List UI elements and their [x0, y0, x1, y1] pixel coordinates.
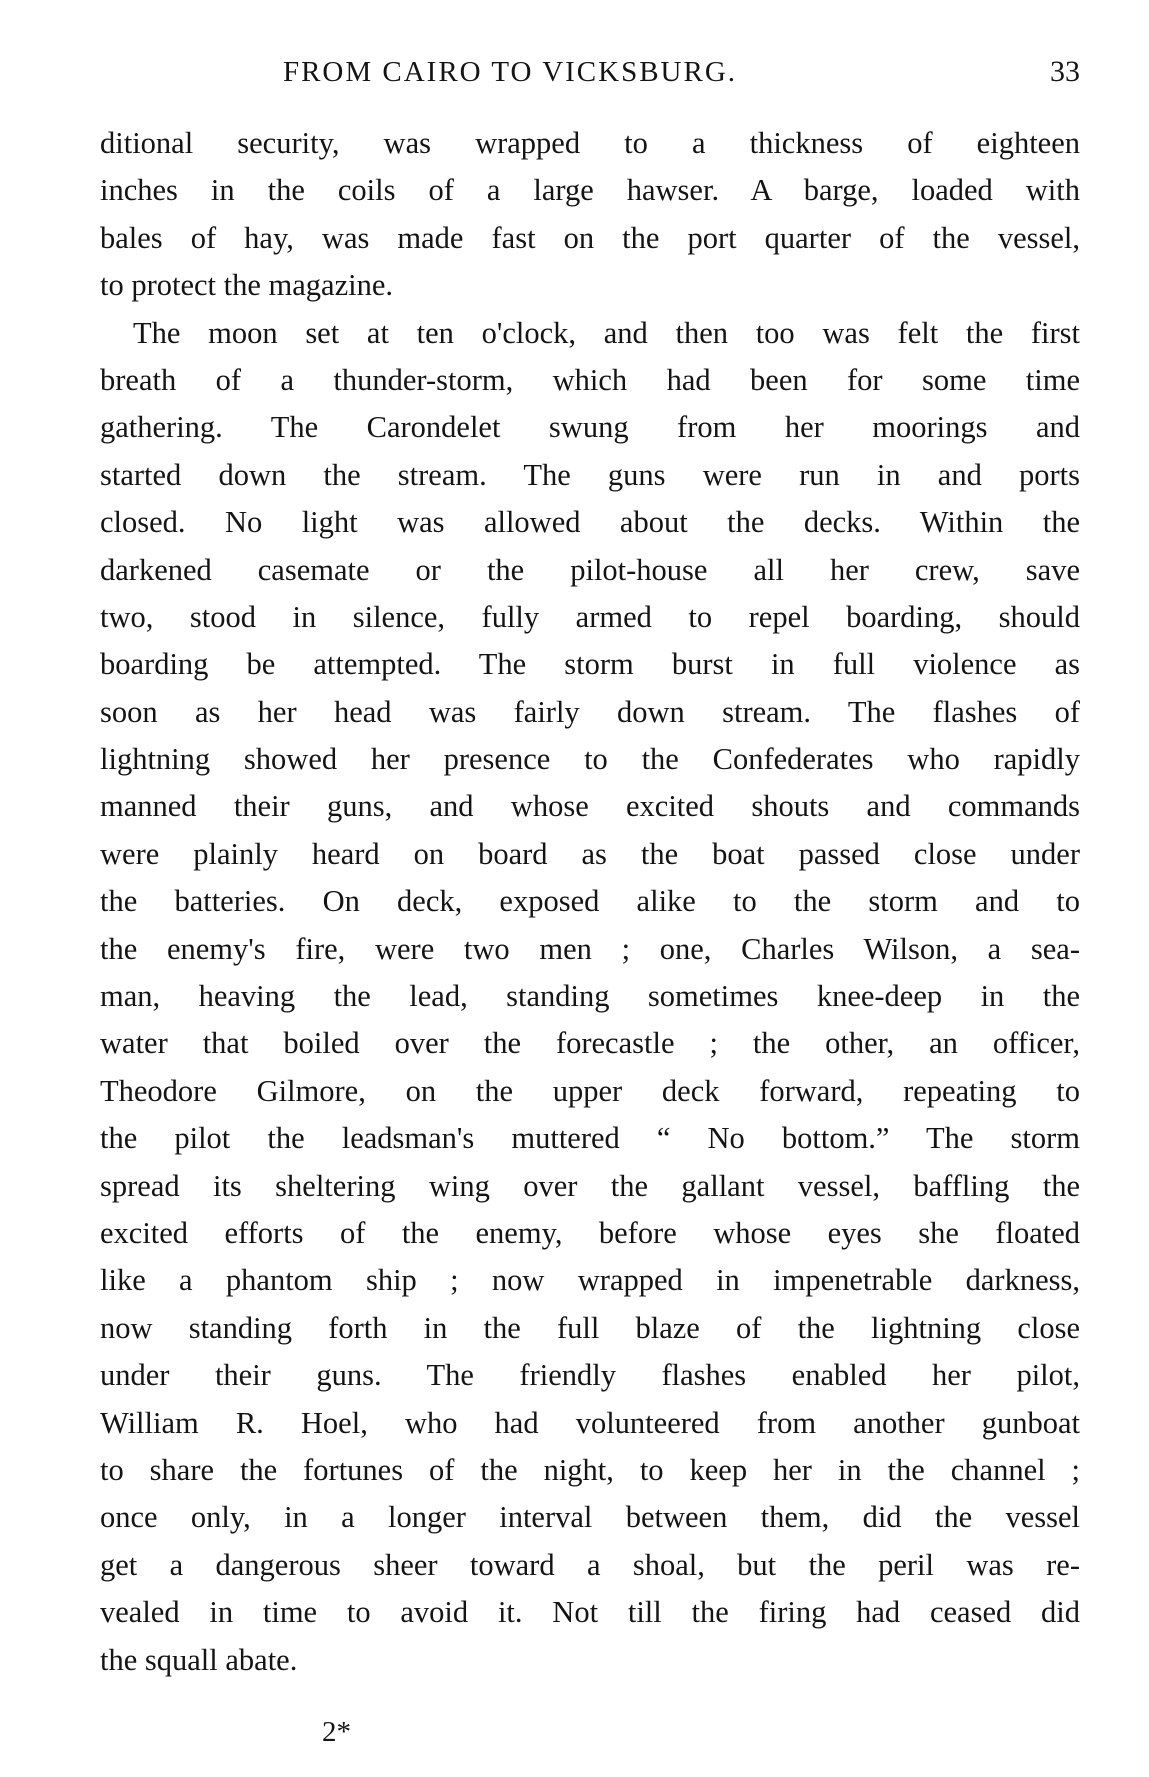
text-line: closed. No light was allowed about the decks. Within the [100, 505, 1080, 540]
text-line: gathering. The Carondelet swung from her moorings and [100, 410, 1080, 445]
text-line: the batteries. On deck, exposed alike to the storm and to [100, 884, 1080, 919]
text-line: the pilot the leadsman's muttered “ No bottom.” The storm [100, 1121, 1080, 1156]
running-title: FROM CAIRO TO VICKSBURG. [282, 56, 738, 88]
text-line: were plainly heard on board as the boat passed close under [100, 836, 1080, 871]
text-line: Theodore Gilmore, on the upper deck forward, repeating to [100, 1073, 1080, 1108]
text-line: soon as her head was fairly down stream. The flashes of [100, 694, 1080, 729]
text-line: vealed in time to avoid it. Not till the firing had ceased did [100, 1595, 1080, 1630]
text-line: the squall abate. [100, 1642, 298, 1677]
text-line: darkened casemate or the pilot-house all her crew, save [100, 552, 1080, 587]
page-number: 33 [1050, 55, 1080, 88]
text-line: the enemy's fire, were two men ; one, Charles Wilson, a sea- [100, 931, 1080, 966]
text-line: breath of a thunder-storm, which had been for some time [100, 362, 1080, 397]
text-line: get a dangerous sheer toward a shoal, but the peril was re- [100, 1547, 1080, 1582]
text-line: excited efforts of the enemy, before whose eyes she floated [100, 1215, 1080, 1250]
text-line: water that boiled over the forecastle ; the other, an officer, [100, 1026, 1080, 1061]
text-line: manned their guns, and whose excited shouts and commands [100, 789, 1080, 824]
text-line: started down the stream. The guns were run in and ports [100, 457, 1080, 492]
text-line: William R. Hoel, who had volunteered from another gunboat [100, 1405, 1080, 1440]
text-line: The moon set at ten o'clock, and then too was felt the first [133, 315, 1080, 350]
text-line: lightning showed her presence to the Confederates who rapidly [100, 742, 1080, 777]
text-line: two, stood in silence, fully armed to repel boarding, should [100, 599, 1080, 634]
text-line: ditional security, was wrapped to a thickness of eighteen [100, 126, 1080, 160]
text-line: bales of hay, was made fast on the port quarter of the vessel, [100, 220, 1080, 255]
signature-mark: 2* [322, 1716, 351, 1748]
text-line: like a phantom ship ; now wrapped in impenetrable darkness, [100, 1263, 1080, 1298]
text-line: inches in the coils of a large hawser. A barge, loaded with [100, 173, 1080, 208]
running-head [100, 50, 1080, 94]
body-text [100, 120, 1080, 1684]
text-line: now standing forth in the full blaze of the lightning close [100, 1310, 1080, 1345]
text-line: under their guns. The friendly flashes enabled her pilot, [100, 1358, 1080, 1393]
text-line: boarding be attempted. The storm burst in full violence as [100, 647, 1080, 682]
text-line: spread its sheltering wing over the gallant vessel, baffling the [100, 1168, 1080, 1203]
text-line: to share the fortunes of the night, to keep her in the channel ; [100, 1452, 1080, 1487]
text-line: man, heaving the lead, standing sometimes knee-deep in the [100, 979, 1080, 1014]
text-line: to protect the magazine. [100, 268, 394, 303]
text-line: once only, in a longer interval between them, did the vessel [100, 1500, 1080, 1535]
